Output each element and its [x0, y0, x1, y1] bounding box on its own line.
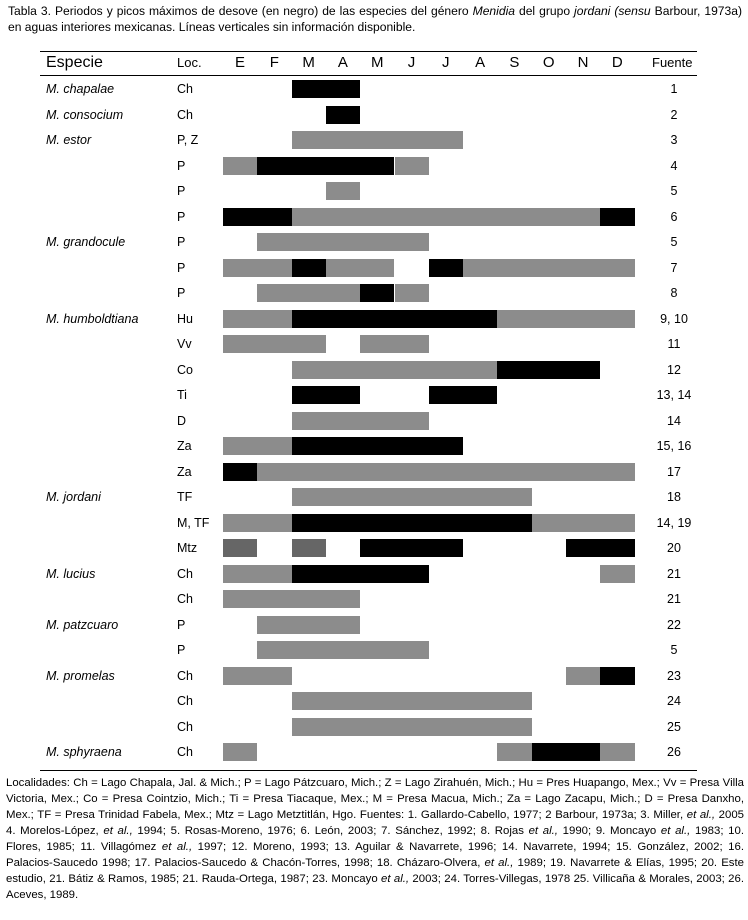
header-source: Fuente [652, 55, 693, 70]
spawning-bar-period [223, 335, 326, 353]
source-ref: 15, 16 [656, 439, 692, 453]
source-ref: 2 [670, 107, 678, 122]
spawning-bar-peak [292, 259, 326, 277]
species-name: M. patzcuaro [46, 617, 119, 632]
month-label: J [407, 54, 416, 71]
spawning-bar-period [292, 488, 532, 506]
locality: Hu [177, 311, 193, 326]
source-ref: 5 [670, 643, 678, 657]
locality: Vv [177, 337, 192, 351]
spawning-bar-period [463, 259, 635, 277]
spawning-bar-period [497, 310, 634, 328]
spawning-bar-period [223, 259, 292, 277]
species-name: M. sphyraena [46, 745, 122, 759]
month-label: O [542, 54, 555, 71]
source-ref: 14, 19 [656, 515, 692, 530]
spawning-bar-peak [566, 539, 635, 557]
source-ref: 26 [667, 745, 681, 759]
spawning-bar-period [497, 743, 531, 761]
spawning-bar-peak [532, 743, 601, 761]
spawning-bar-peak [223, 208, 292, 226]
spawning-bar-period [292, 692, 532, 710]
locality: P [177, 260, 186, 275]
locality: Ch [177, 592, 193, 606]
spawning-bar-period [600, 565, 634, 583]
locality: Ch [177, 82, 193, 96]
locality: Ch [177, 719, 193, 734]
locality: D [177, 413, 187, 428]
source-ref: 8 [670, 286, 678, 300]
spawning-bar-peak [223, 463, 257, 481]
locality: P [177, 286, 186, 300]
month-label: E [234, 54, 245, 71]
month-label: S [509, 54, 520, 71]
species-name: M. lucius [46, 566, 96, 581]
spawning-bar-period [395, 284, 429, 302]
spawning-bar-period [326, 182, 360, 200]
source-ref: 6 [670, 209, 678, 224]
source-ref: 17 [667, 464, 681, 479]
header-species: Especie [46, 54, 103, 71]
source-ref: 21 [667, 592, 681, 606]
species-name: M. chapalae [46, 82, 115, 96]
source-ref: 21 [667, 566, 681, 581]
header-rule [40, 75, 697, 76]
spawning-bar-peak [292, 514, 532, 532]
caption-label: Tabla 3. [8, 4, 51, 18]
locality: Ch [177, 566, 193, 581]
locality: Ti [177, 388, 187, 402]
spawning-bar-period [257, 641, 429, 659]
spawning-bar-period [223, 514, 292, 532]
source-ref: 25 [667, 719, 681, 734]
locality: P, Z [177, 133, 199, 147]
spawning-bar-peak [497, 361, 600, 379]
spawning-bar-period [360, 335, 429, 353]
month-label: M [370, 54, 384, 71]
source-ref: 24 [667, 694, 681, 708]
locality: Za [177, 439, 192, 453]
spawning-bar-period [257, 233, 429, 251]
spawning-bar-peak [292, 80, 361, 98]
species-name: M. consocium [46, 107, 124, 122]
spawning-bar-period [223, 437, 292, 455]
spawning-bar-period [223, 743, 257, 761]
month-label: M [302, 54, 315, 71]
spawning-bar-period [326, 259, 395, 277]
source-ref: 18 [667, 490, 681, 504]
spawning-bar-peak [326, 106, 360, 124]
source-ref: 22 [667, 617, 681, 632]
month-label: A [337, 54, 348, 71]
locality: Ch [177, 668, 193, 683]
source-ref: 13, 14 [656, 388, 692, 402]
spawning-bar-period [566, 667, 600, 685]
spawning-bar-peak [257, 157, 394, 175]
species-name: M. grandocule [46, 235, 126, 249]
month-label: F [269, 54, 279, 71]
locality: P [177, 184, 186, 198]
species-name: M. promelas [46, 668, 115, 683]
spawning-bar-peak [429, 259, 463, 277]
spawning-bar-peak [360, 539, 463, 557]
spawning-bar-peak [600, 667, 634, 685]
spawning-bar-period [395, 157, 429, 175]
source-ref: 5 [670, 184, 678, 198]
spawning-bar-period [600, 743, 634, 761]
source-ref: 3 [670, 133, 678, 147]
source-ref: 9, 10 [660, 311, 688, 326]
spawning-bar-dark_period [223, 539, 257, 557]
spawning-bar-period [223, 157, 257, 175]
source-ref: 5 [670, 235, 678, 249]
species-name: M. jordani [46, 490, 101, 504]
spawning-bar-period [292, 361, 498, 379]
locality: TF [177, 490, 193, 504]
locality: Ch [177, 107, 193, 122]
locality: P [177, 158, 186, 173]
spawning-bar-dark_period [292, 539, 326, 557]
spawning-bar-period [223, 310, 292, 328]
spawning-bar-period [532, 514, 635, 532]
source-ref: 23 [667, 668, 681, 683]
spawning-bar-peak [292, 565, 429, 583]
month-label: D [611, 54, 623, 71]
spawning-bar-period [292, 208, 601, 226]
locality: Ch [177, 745, 193, 759]
source-ref: 4 [670, 158, 678, 173]
locality: P [177, 643, 186, 657]
month-label: A [475, 54, 486, 71]
spawning-bar-period [223, 565, 292, 583]
month-label: N [577, 54, 589, 71]
spawning-bar-period [223, 590, 360, 608]
locality: M, TF [177, 515, 210, 530]
locality: Za [177, 464, 192, 479]
source-ref: 14 [667, 413, 681, 428]
spawning-bar-peak [292, 437, 464, 455]
header-loc: Loc. [177, 55, 202, 70]
spawning-bar-peak [292, 310, 498, 328]
bottom-rule [40, 770, 697, 771]
locality: Ch [177, 694, 193, 708]
locality: P [177, 235, 186, 249]
top-rule [40, 51, 697, 52]
spawning-bar-period [257, 284, 360, 302]
month-label: J [442, 54, 450, 71]
source-ref: 1 [670, 82, 678, 96]
species-name: M. humboldtiana [46, 311, 139, 326]
source-ref: 11 [667, 337, 681, 351]
spawning-bar-period [292, 131, 464, 149]
table-caption: Tabla 3. Periodos y picos máximos de desove (en negro) de las especies del género Menidia del grupo jordani (sensu Barbour, 1973a) en aguas interiores mexicanas. Líneas verticales sin información disponible. [8, 4, 743, 34]
source-ref: 20 [667, 541, 681, 555]
locality: P [177, 617, 186, 632]
locality: Co [177, 362, 193, 377]
spawning-bar-peak [292, 386, 361, 404]
spawning-bar-peak [429, 386, 498, 404]
spawning-bar-period [292, 718, 532, 736]
source-ref: 7 [670, 260, 678, 275]
footnote: Localidades: Ch = Lago Chapala, Jal. & Mich.; P = Lago Pátzcuaro, Mich.; Z = Lago Zirahuén, Mich.; Hu = Pres Huapango, Mex.; Vv = Presa Villa Victoria, Mex.; Co = Presa Cointzio, Mich.; Ti = Presa Tiacaque, Mex.; M = Presa Macua, Mich.; Za = Lago Zacapu, Mich.; D = Presa Danxho, Mex.; TF = Presa Trinidad Fabela, Mex.; Mtz = Lago Metztitlán, Hgo. Fuentes: 1. Gallardo-Cabello, 1977; 2 Barbour, 1973a; 3. Miller, et al., 2005 4. Morelos-López, et al., 1994; 5. Rosas-Moreno, 1976; 6. León, 2003; 7. Sánchez, 1992; 8. Rojas et al., 1990; 9. Moncayo et al., 1983; 10. Flores, 1985; 11. Villagómez et al., 1997; 12. Moreno, 1993; 13. Aguilar & Navarrete, 1996; 14. Navarrete, 1994; 15. González, 2002; 16. Palacios-Saucedo 1998; 17. Palacios-Saucedo & Chacón-Torres, 1998; 18. Cházaro-Olvera, et al., 1989; 19. Navarrete & Elías, 1995; 20. Este estudio, 21. Bátiz & Ramos, 1985; 21. Rauda-Ortega, 1987; 23. Moncayo et al., 2003; 24. Torres-Villegas, 1978 25. Villicaña & Morales, 2003; 26. Aceves, 1989. [6, 777, 745, 901]
spawning-bar-peak [360, 284, 394, 302]
locality: Mtz [177, 541, 198, 555]
species-name: M. estor [46, 133, 92, 147]
spawning-bar-period [257, 616, 360, 634]
locality: P [177, 209, 186, 224]
source-ref: 12 [667, 362, 681, 377]
spawning-bar-period [223, 667, 292, 685]
spawning-bar-period [257, 463, 634, 481]
spawning-bar-period [292, 412, 429, 430]
spawning-bar-peak [600, 208, 634, 226]
